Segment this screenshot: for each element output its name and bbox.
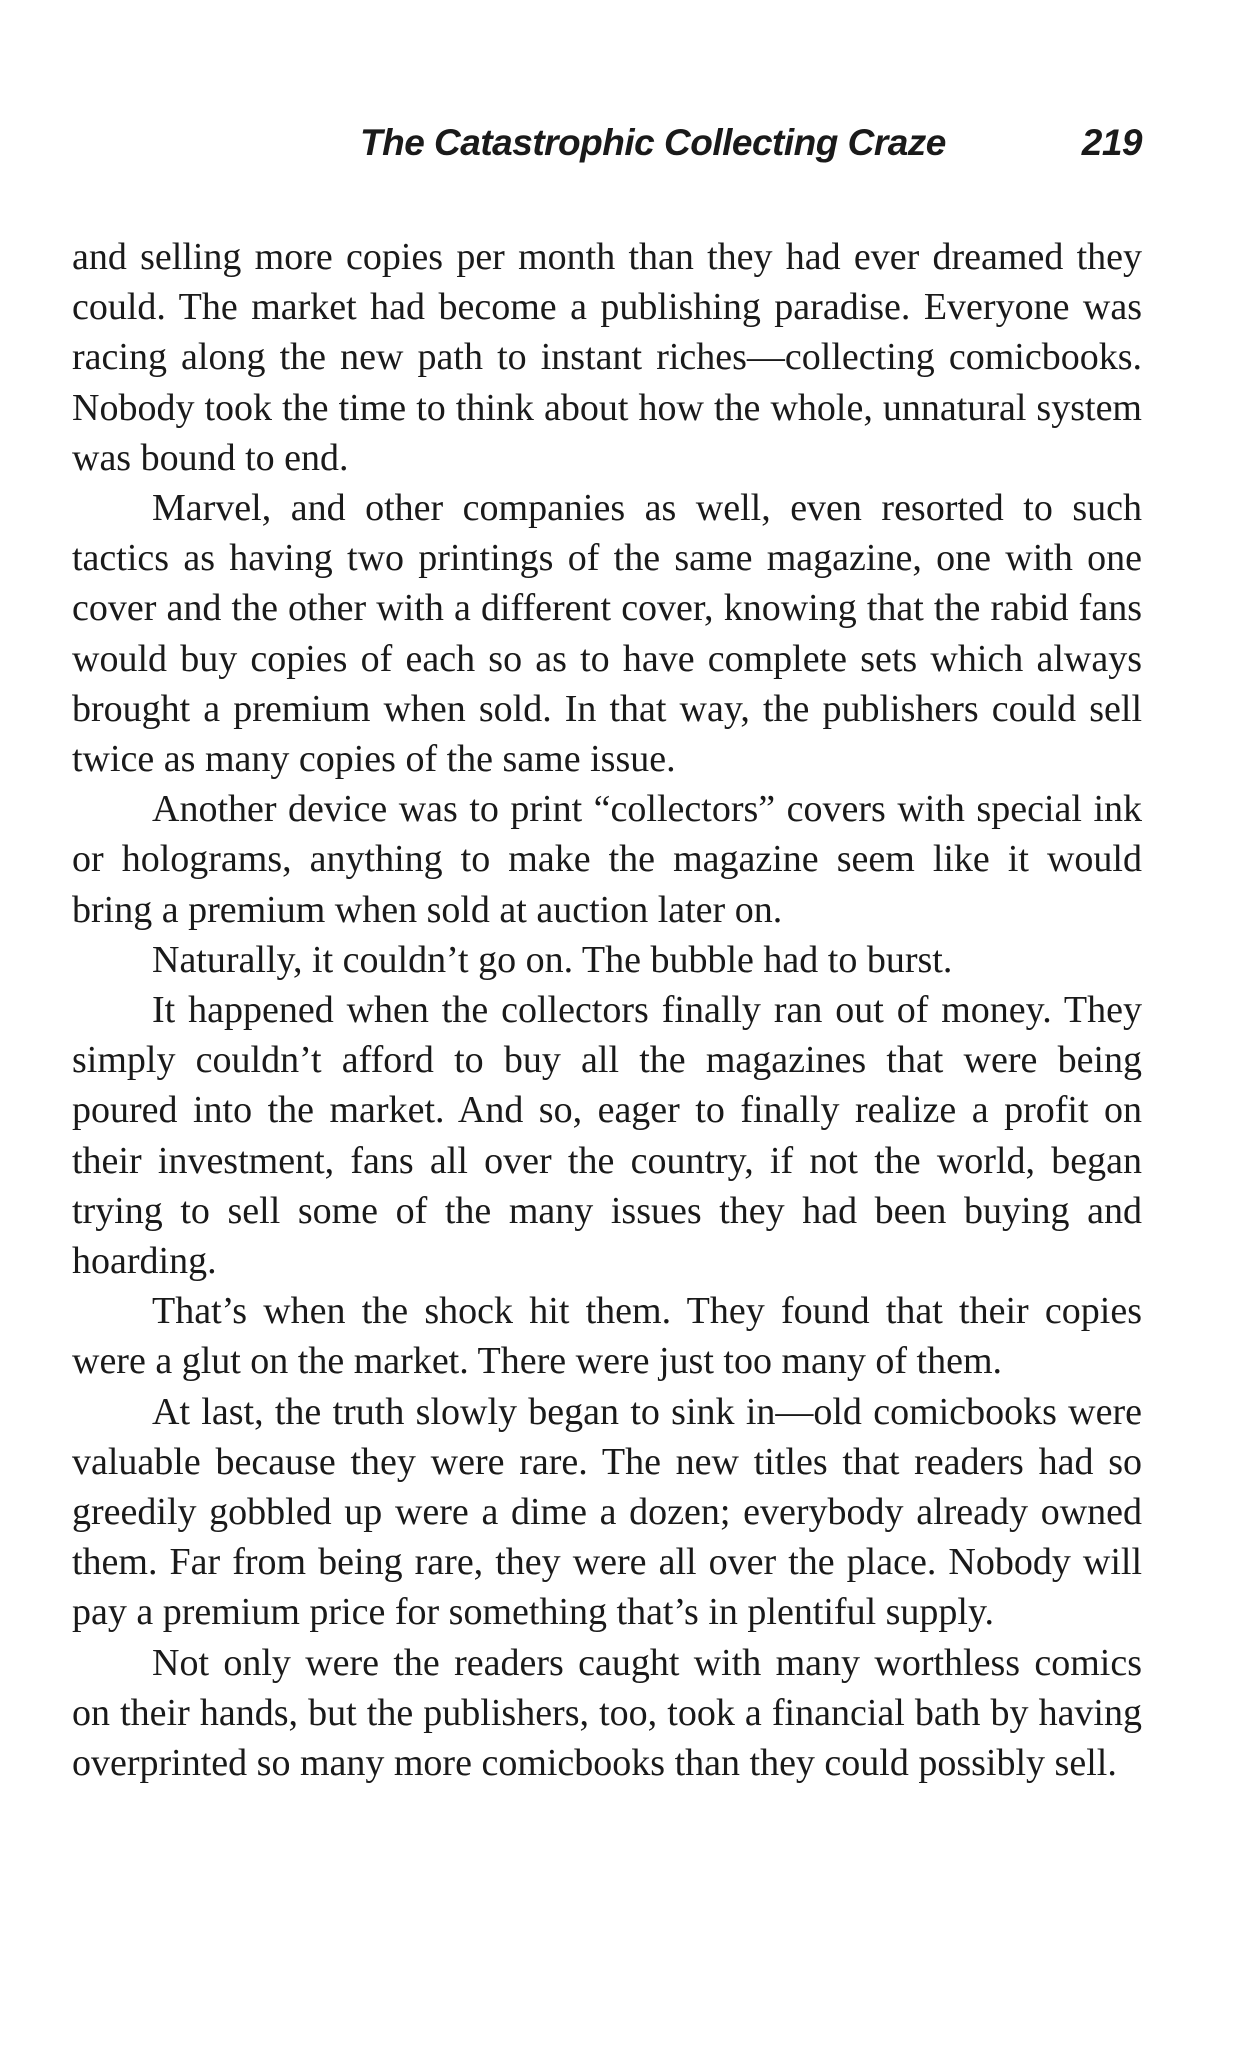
running-head [72, 118, 1142, 168]
paragraph: Naturally, it couldn’t go on. The bubble had to burst. [152, 938, 953, 981]
paragraph: It happened when the collectors finally ran out of money. They simply couldn’t afford to buy all the magazines that were being poured into the market. And so, eager to finally realize a profit on their investment, fans all over the country, if not the world, began trying to sell some of the many issues they had been buying and hoarding. [72, 989, 1142, 1283]
running-title: The Catastrophic Collecting Craze [360, 122, 946, 163]
paragraph: At last, the truth slowly began to sink in—old comicbooks were valuable because they were rare. The new titles that readers had so greedily gobbled up were a dime a dozen; everybody already owned them. Far from being rare, they were all over the place. Nobody will pay a premium price for something that’s in plentiful supply. [72, 1390, 1142, 1634]
paragraph: Another device was to print “collectors” covers with special ink or holograms, anything to make the magazine seem like it would bring a premium when sold at auction later on. [72, 788, 1142, 931]
paragraph: That’s when the shock hit them. They found that their copies were a glut on the market. There were just too many of them. [72, 1290, 1142, 1383]
paragraph: Marvel, and other companies as well, even resorted to such tactics as having two printings of the same magazine, one with one cover and the other with a different cover, knowing that the rabid fans would buy copies of each so as to have complete sets which always brought a premium when sold. In that way, the publishers could sell twice as many copies of the same issue. [72, 487, 1142, 781]
body-text [72, 232, 1142, 1788]
page-number: 219 [1081, 122, 1142, 163]
paragraph: Not only were the readers caught with many worthless comics on their hands, but the publishers, too, took a financial bath by having overprinted so many more comicbooks than they could possibly sell. [72, 1641, 1142, 1785]
paragraph-continued: and selling more copies per month than they had ever dreamed they could. The market had become a publishing paradise. Everyone was racing along the new path to instant riches—collecting comicbooks. Nobody took the time to think about how the whole, unnatural system was bound to end. [72, 236, 1142, 479]
